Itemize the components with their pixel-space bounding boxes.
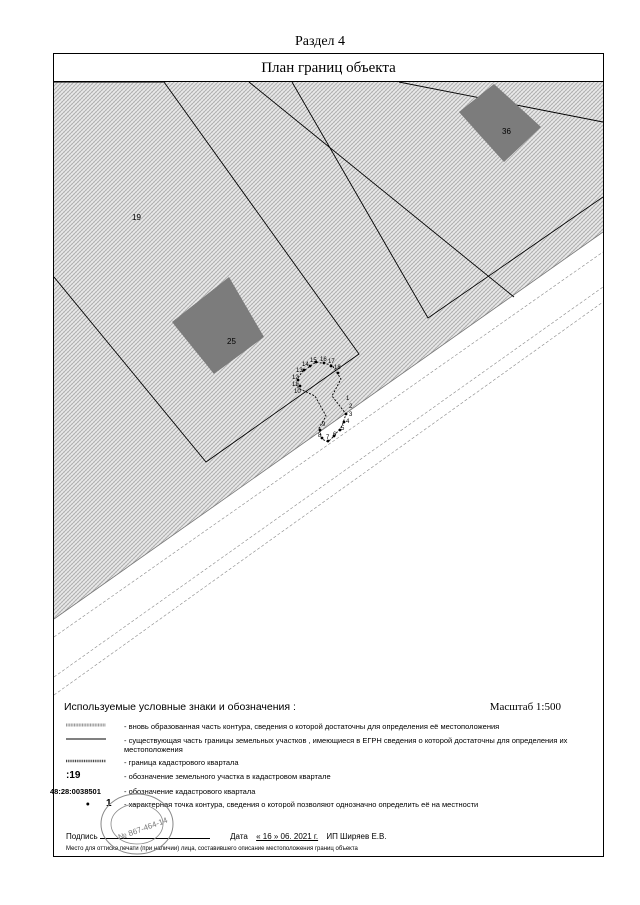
point-label: 11 xyxy=(292,382,299,388)
legend-text: - характерная точка контура, сведения о которой позволяют однозначно определить её на местности xyxy=(124,800,479,809)
point-label: 2 xyxy=(349,404,353,410)
plan-title: План границ объекта xyxy=(54,54,603,82)
quarter-boundary-symbol xyxy=(66,758,121,764)
legend-text: - граница кадастрового квартала xyxy=(124,758,239,767)
point-label: 3 xyxy=(349,412,353,418)
point-label: 6 xyxy=(333,432,337,438)
parcel-label: 25 xyxy=(227,337,236,346)
point-label: 14 xyxy=(302,362,309,368)
boundary-map xyxy=(54,82,603,752)
stamp-footnote: Место для оттиска печати (при наличии) лица, составившего описание местоположения границ объекта xyxy=(66,846,358,852)
point-label: 13 xyxy=(296,368,303,374)
point-label: 12 xyxy=(292,375,299,381)
parcel-label: 19 xyxy=(132,213,141,222)
point-label: 17 xyxy=(328,359,335,365)
quarter-label-symbol: 48:28:0038501 xyxy=(50,787,101,796)
point-label: 5 xyxy=(341,426,345,432)
point-label: 16 xyxy=(320,357,327,363)
stamp-text: № 867-464-14 xyxy=(117,815,169,842)
parcel-area xyxy=(54,82,603,619)
map-scale: Масштаб 1:500 xyxy=(489,701,561,713)
existing-boundary-symbol xyxy=(66,736,121,742)
parcel-label-symbol: :19 xyxy=(66,770,81,781)
point-label: 10 xyxy=(294,389,301,395)
point-label: 8 xyxy=(318,433,322,439)
legend-text: - обозначение земельного участка в кадастровом квартале xyxy=(124,772,331,781)
legend-text: - существующая часть границы земельных участков , имеющиеся в ЕГРН сведения о которой достаточны для определения их местоположения xyxy=(124,736,568,754)
point-number-symbol: 1 xyxy=(106,798,112,809)
legend-text: - обозначение кадастрового квартала xyxy=(124,787,256,796)
point-label: 1 xyxy=(346,396,350,402)
point-label: 18 xyxy=(334,365,341,371)
signature-label: Подпись xyxy=(66,832,98,841)
document-frame xyxy=(50,53,604,857)
new-contour-symbol xyxy=(66,722,121,728)
point-label: 9 xyxy=(322,422,326,428)
date-value: « 16 » 06. 2021 г. xyxy=(256,832,319,841)
point-label: 7 xyxy=(326,435,330,441)
point-label: 4 xyxy=(346,419,350,425)
legend-title: Используемые условные знаки и обозначения : xyxy=(64,701,296,713)
date-label: Дата xyxy=(230,832,248,841)
signatory-name: ИП Ширяев Е.В. xyxy=(326,832,387,841)
parcel-label: 36 xyxy=(502,127,511,136)
section-title: Раздел 4 xyxy=(294,34,346,49)
seal-stamp xyxy=(97,789,177,859)
legend-text: - вновь образованная часть контура, сведения о которой достаточны для определения её местоположения xyxy=(124,722,500,731)
point-label: 15 xyxy=(310,358,317,364)
